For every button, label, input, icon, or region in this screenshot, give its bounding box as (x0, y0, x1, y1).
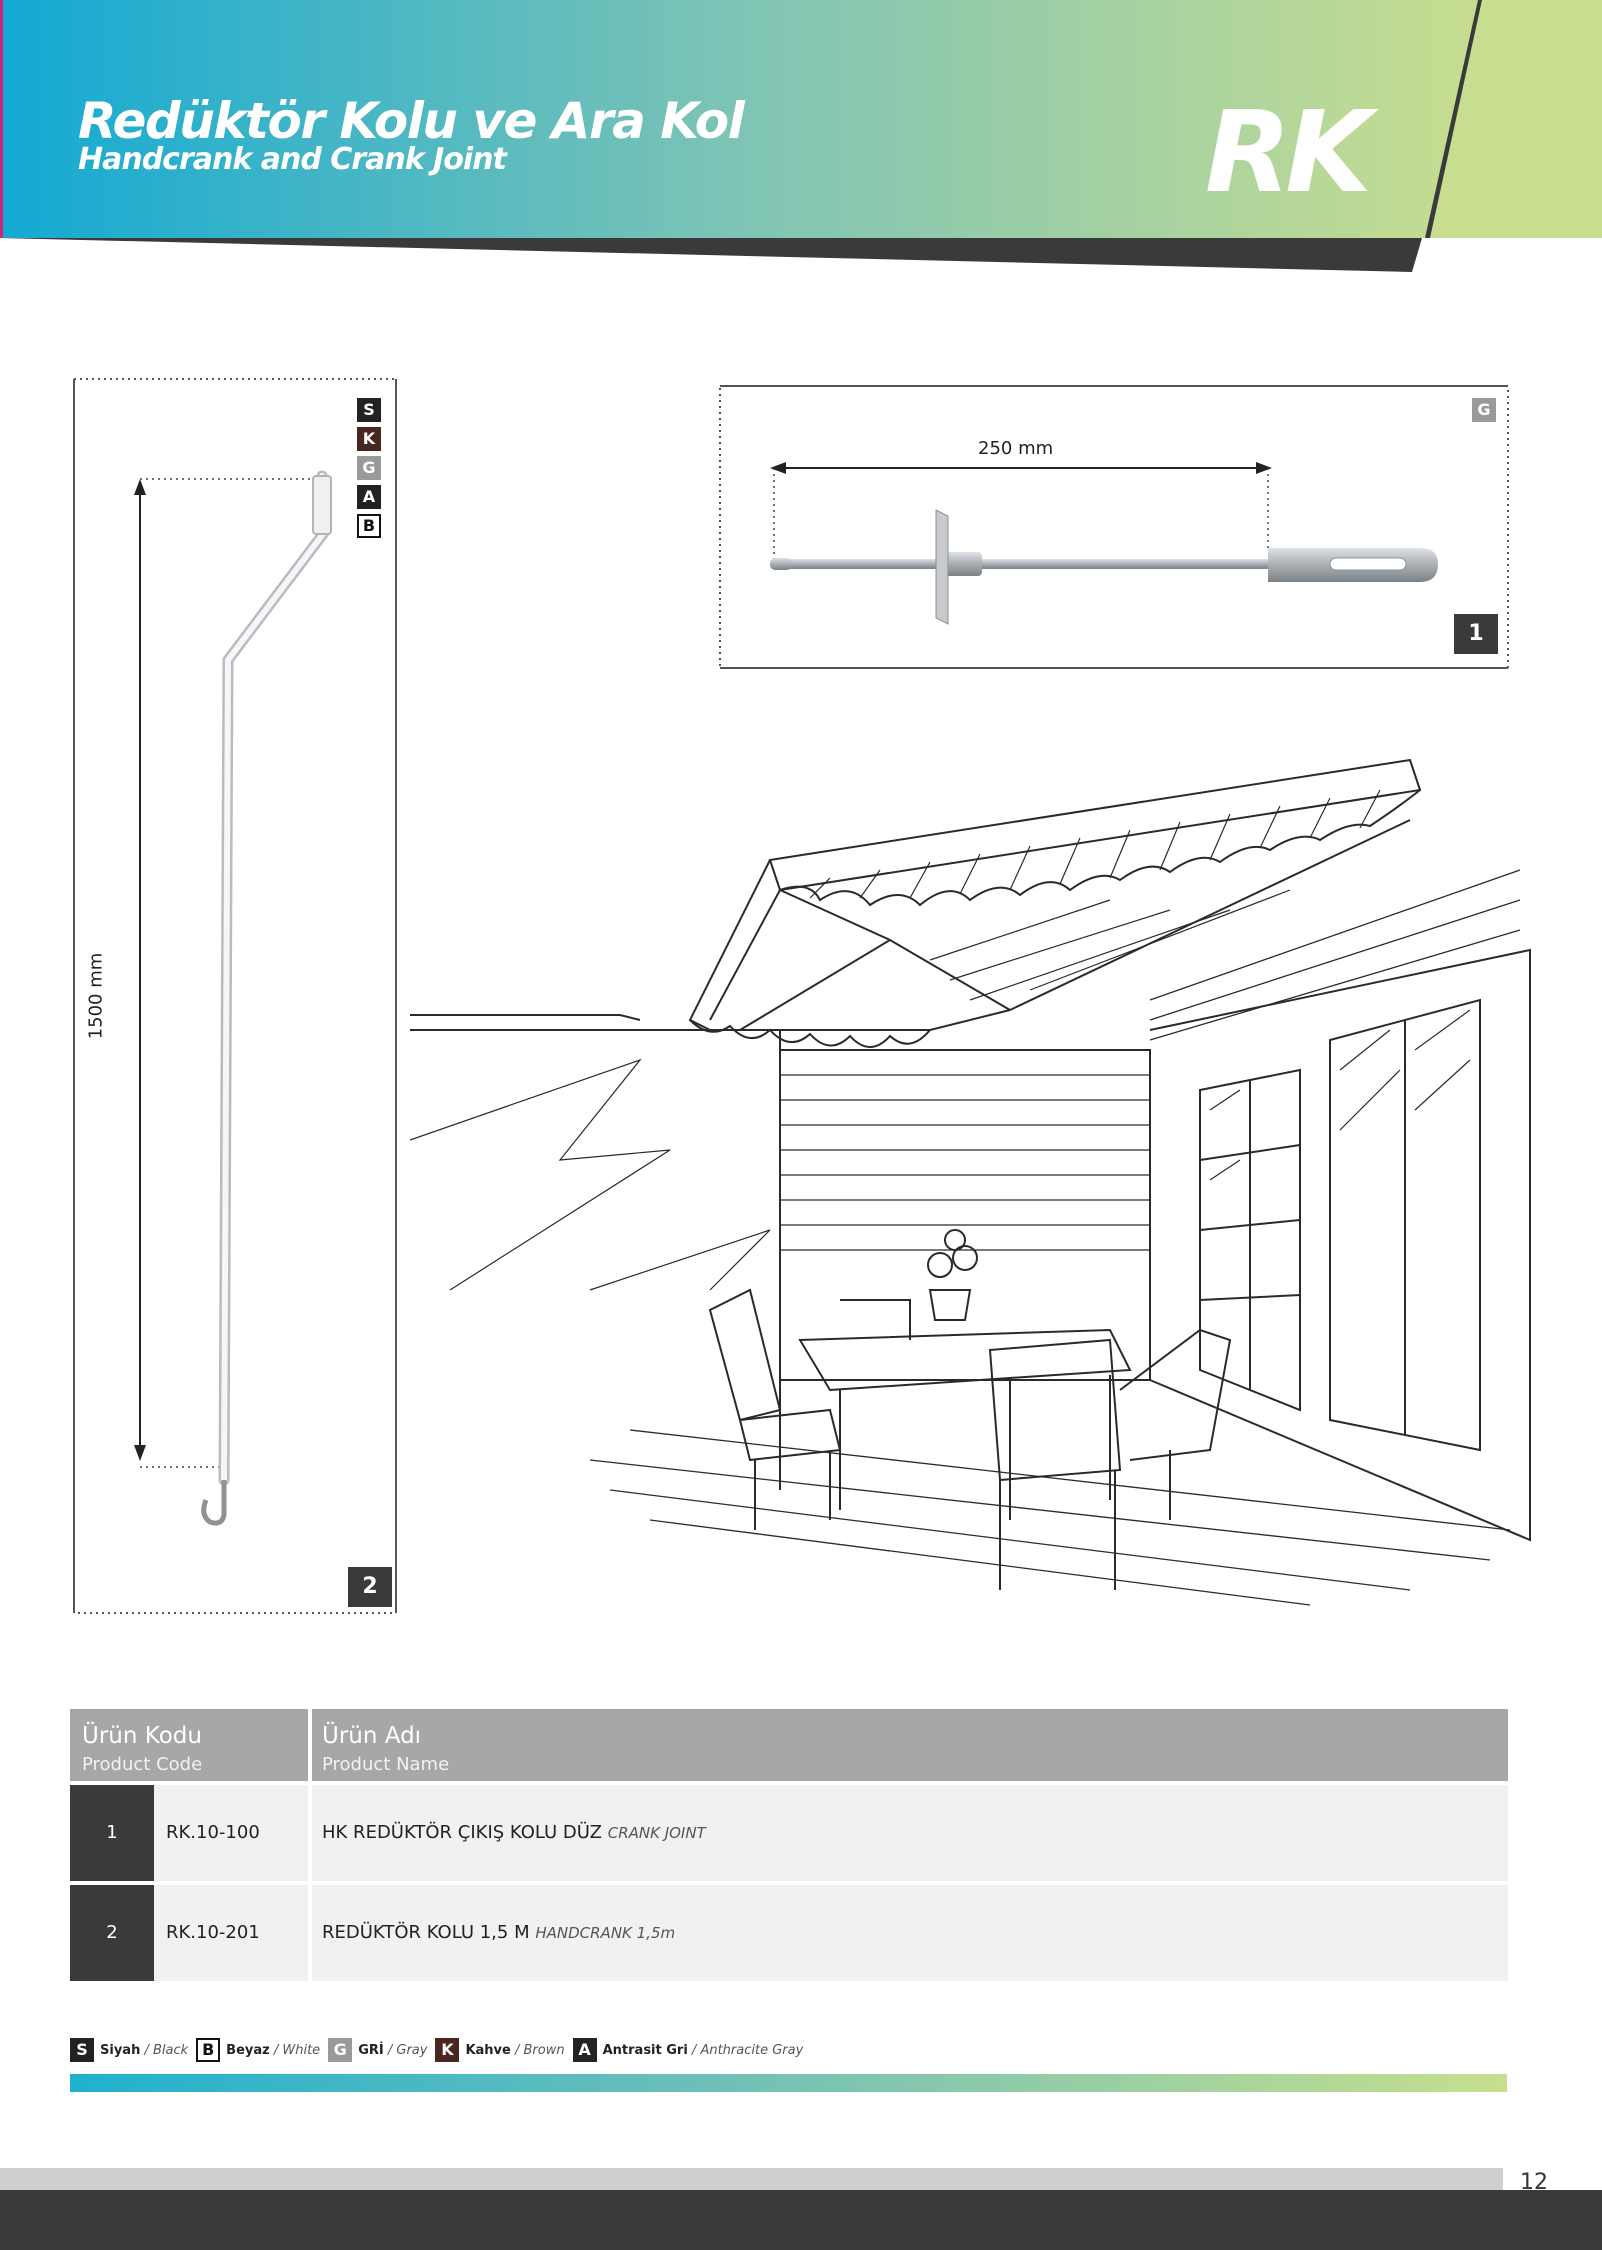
row-code: RK.10-201 (166, 1922, 260, 1943)
row-code: RK.10-100 (166, 1822, 260, 1843)
legend-label: Beyaz (226, 2042, 270, 2058)
legend-label-en: Brown (523, 2042, 565, 2058)
row-name-en: CRANK JOINT (607, 1824, 706, 1842)
crank-joint-illustration (770, 500, 1450, 630)
header-code-en: Product Code (82, 1754, 203, 1775)
legend-item: G GRİ / Gray (328, 2038, 427, 2062)
legend-swatch: S (70, 2038, 94, 2062)
legend-label: GRİ (358, 2042, 384, 2058)
swatch-white: B (357, 514, 381, 538)
legend-item: K Kahve / Brown (435, 2038, 564, 2062)
swatch-gray: G (1472, 398, 1496, 422)
legend-item: B Beyaz / White (196, 2038, 320, 2062)
swatch-black: S (357, 398, 381, 422)
table-header (70, 1709, 1508, 1781)
header-name-en: Product Name (322, 1754, 450, 1775)
legend-swatch: B (196, 2038, 220, 2062)
category-code: RK (1205, 88, 1367, 218)
row-name-tr: HK REDÜKTÖR ÇIKIŞ KOLU DÜZ (322, 1822, 602, 1843)
row-number: 2 (70, 1885, 154, 1981)
page-number: 12 (1520, 2170, 1548, 2195)
product-1-badge: 1 (1454, 614, 1498, 654)
awning-patio-sketch (410, 730, 1550, 1610)
page-title: Redüktör Kolu ve Ara Kol (78, 92, 744, 150)
legend-label: Kahve (465, 2042, 511, 2058)
table-row (70, 1785, 1508, 1881)
row-name-tr: REDÜKTÖR KOLU 1,5 M (322, 1922, 530, 1943)
color-legend (70, 2038, 811, 2062)
legend-label-en: Anthracite Gray (700, 2042, 804, 2058)
legend-item: A Antrasit Gri / Anthracite Gray (573, 2038, 804, 2062)
row-name (322, 1785, 706, 1881)
row-number: 1 (70, 1785, 154, 1881)
header-code: Ürün Kodu (82, 1723, 202, 1749)
legend-label-en: Black (152, 2042, 189, 2058)
swatch-brown: K (357, 427, 381, 451)
page-subtitle: Handcrank and Crank Joint (78, 142, 506, 177)
legend-swatch: G (328, 2038, 352, 2062)
footer-bar-dark (0, 2190, 1602, 2250)
legend-item: S Siyah / Black (70, 2038, 188, 2062)
legend-label-en: Gray (396, 2042, 428, 2058)
product-2-badge: 2 (348, 1567, 392, 1607)
handcrank-illustration (200, 470, 340, 1530)
handcrank-length: 1500 mm (85, 952, 107, 1040)
header-name: Ürün Adı (322, 1723, 422, 1749)
row-name (322, 1885, 675, 1981)
swatch-gray: G (357, 456, 381, 480)
table-row (70, 1885, 1508, 1981)
legend-swatch: K (435, 2038, 459, 2062)
product-table (70, 1709, 1508, 1981)
row-name-en: HANDCRANK 1,5m (535, 1924, 676, 1942)
legend-label-en: White (282, 2042, 321, 2058)
legend-label: Antrasit Gri (602, 2042, 688, 2058)
crank-joint-length: 250 mm (978, 438, 1054, 459)
legend-swatch: A (573, 2038, 597, 2062)
legend-label: Siyah (100, 2042, 141, 2058)
footer-bar-light (0, 2168, 1503, 2190)
gradient-divider (70, 2074, 1507, 2092)
swatch-anthracite: A (357, 485, 381, 509)
